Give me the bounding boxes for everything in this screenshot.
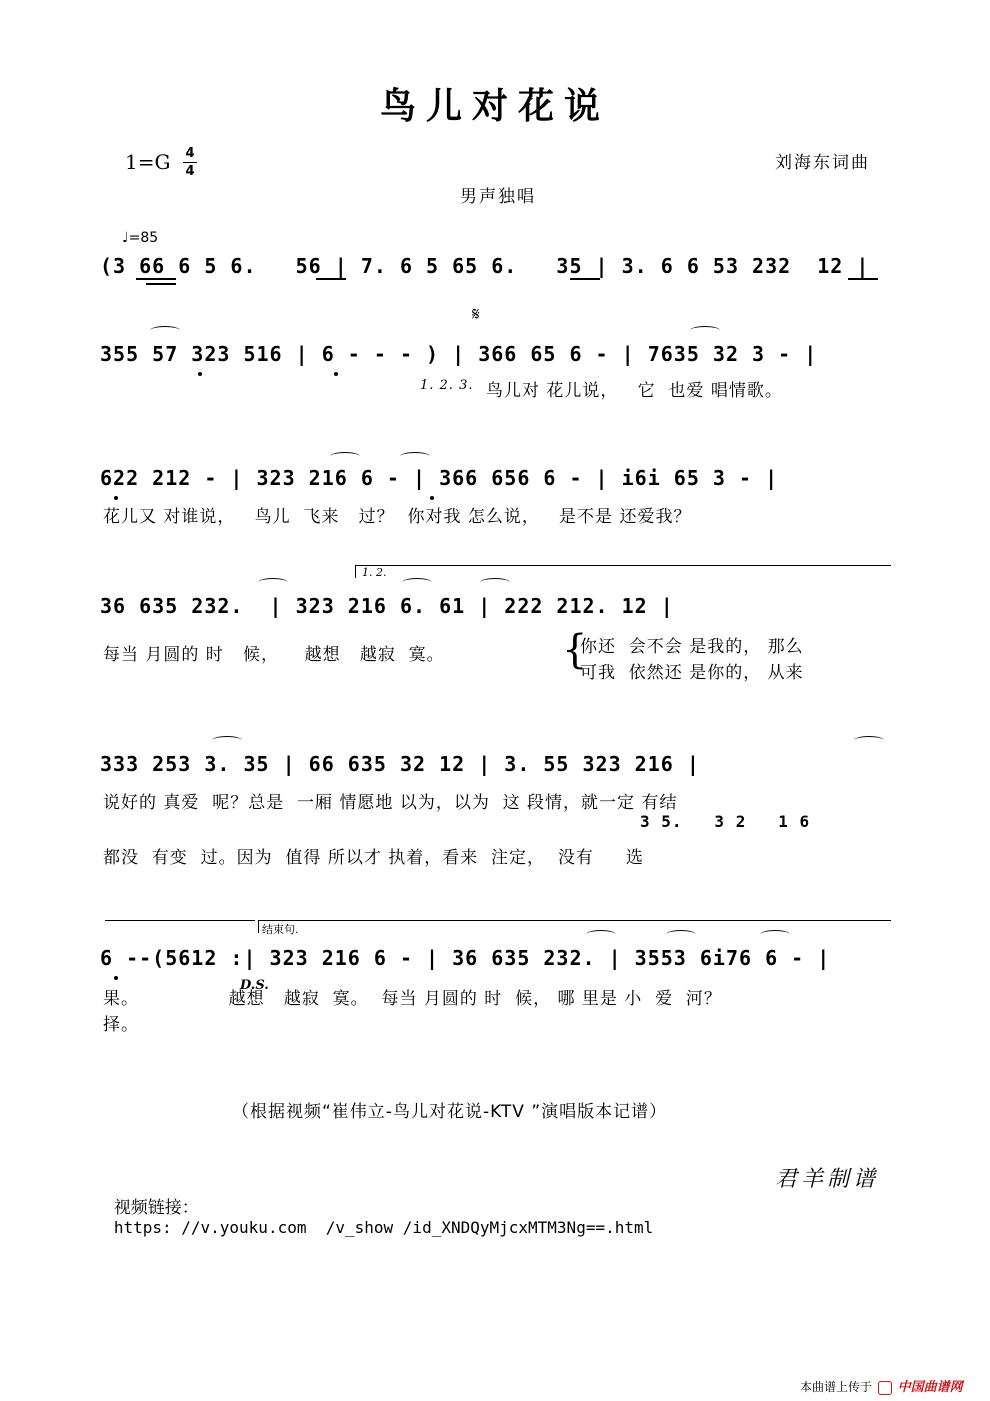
site-logo-icon [878, 1381, 892, 1395]
tie-mark [330, 452, 360, 461]
lyric-row-4: 每当 月圆的 时 候， 越想 越寂 寞。 [103, 645, 445, 665]
low-octave-dot [198, 372, 202, 376]
lyric-row-6: 果。 越想 越寂 寞。 每当 月圆的 时 候， 哪 里是 小 爱 河？ [103, 989, 722, 1009]
video-link-label: 视频链接： [113, 1198, 199, 1218]
volta-label: 1. 2. [362, 566, 387, 579]
notation-row-1-notes: (3 66 6 5 6. 56 | 7. 6 5 65 6. 35 | 3. 6 6 53 232 12 | [100, 254, 870, 278]
tie-mark [854, 736, 884, 745]
notation-row-4-notes: 36 635 232. | 323 216 6. 61 | 222 212. 12 | [100, 594, 674, 618]
transcription-source-note: （根据视频“崔伟立-鸟儿对花说-KTV ”演唱版本记谱） [232, 1102, 668, 1122]
site-logo[interactable]: 中国曲谱网 [897, 1380, 963, 1395]
performance-type: 男声独唱 [460, 187, 536, 207]
beam [570, 278, 600, 280]
upload-footer [800, 1376, 963, 1395]
volta-bracket-repeat [105, 920, 255, 933]
volta-bracket-ending [258, 920, 891, 933]
tie-mark [402, 578, 432, 587]
upload-text: 本曲谱上传于 [800, 1380, 873, 1394]
time-signature-bottom: 4 [185, 164, 195, 179]
notation-row-3-notes: 622 212 - | 323 216 6 - | 366 656 6 - | i6i 65 3 - | [100, 466, 779, 490]
notation-row-4 [100, 594, 900, 634]
alt-notes: 3 5. 3 2 1 6 [640, 812, 811, 831]
transcriber-signature: 君羊制谱 [775, 1167, 880, 1192]
segno-sign: 𝄋 [472, 304, 480, 325]
score-title: 鸟儿对花说 [379, 85, 610, 127]
volta-bracket-1-2 [355, 565, 891, 578]
tie-mark [666, 930, 696, 939]
notation-row-6 [100, 946, 900, 986]
notation-row-6-notes: 6 --(5612 :| 323 216 6 - | 36 635 232. | 3553 6i76 6 - | [100, 946, 831, 970]
lyric-row-5-verse-2: 都没 有变 过。因为 值得 所以才 执着，看来 注定， 没有 选 [103, 848, 644, 868]
tie-mark [258, 578, 288, 587]
tie-mark [400, 452, 430, 461]
verse-numbers: 1. 2. 3. [420, 378, 474, 393]
lyric-row-3: 花儿又 对谁说， 鸟儿 飞来 过？ 你对我 怎么说， 是不是 还爱我？ [103, 507, 692, 527]
lyric-row-6-verse-2: 择。 [103, 1015, 139, 1035]
notation-row-5-notes: 333 253 3. 35 | 66 635 32 12 | 3. 55 323 216 | [100, 752, 700, 776]
notation-row-2-notes: 355 57 323 516 | 6 - - - ) | 366 65 6 - | 7635 32 3 - | [100, 342, 818, 366]
beam [848, 278, 878, 280]
low-octave-dot [114, 496, 118, 500]
lyric-row-5-verse-1: 说好的 真爱 呢？总是 一厢 情愿地 以为，以为 这 段情，就一定 有结 [103, 793, 678, 813]
time-signature-top: 4 [185, 146, 195, 161]
beam [316, 278, 346, 280]
beam [136, 278, 176, 280]
tempo-marking: ♩=85 [122, 230, 159, 246]
beam [146, 283, 176, 285]
lyric-row-2: 鸟儿对 花儿说， 它 也爱 唱情歌。 [486, 381, 783, 401]
ending-label: 结束句. [262, 923, 299, 936]
key-signature: 1=G [125, 150, 171, 174]
tie-mark [480, 578, 510, 587]
tie-mark [690, 326, 720, 335]
composer-credit: 刘海东词曲 [775, 153, 870, 173]
lyric-row-4-verse-1: 你还 会不会 是我的， 那么 [580, 637, 804, 657]
video-link-url[interactable]: https: //v.youku.com /v_show /id_XNDQyMjcxMTM3Ng==.html [113, 1218, 654, 1237]
notation-row-1 [100, 254, 900, 294]
notation-row-5 [100, 752, 900, 792]
tie-mark [586, 930, 616, 939]
ds-marking: D.S. [240, 978, 269, 993]
tie-mark [212, 736, 242, 745]
tie-mark [760, 930, 790, 939]
tie-mark [150, 326, 180, 335]
time-signature [183, 146, 197, 179]
low-octave-dot [334, 372, 338, 376]
verse-brace: { [562, 627, 588, 673]
lyric-row-4-verse-2: 可我 依然还 是你的， 从来 [580, 663, 804, 683]
low-octave-dot [114, 976, 118, 980]
video-link [103, 1173, 653, 1238]
low-octave-dot [430, 496, 434, 500]
notation-row-3 [100, 466, 900, 506]
